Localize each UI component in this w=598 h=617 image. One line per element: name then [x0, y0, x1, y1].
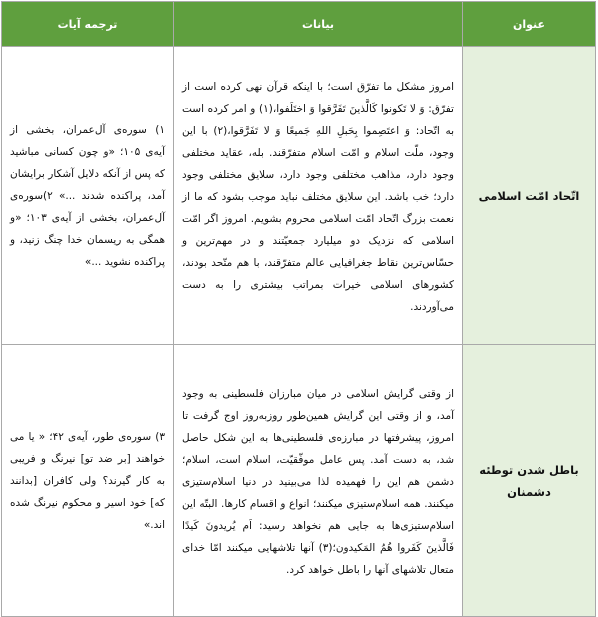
header-translation: ترجمه آیات: [2, 2, 174, 47]
row-translation: [2, 47, 174, 345]
row-explanation-text: امروز مشکل ما تفرّق است؛ با اینکه قرآن نهی کرده است از تفرّق: وَ لا تَکونوا کَالَّذینَ تَفَرَّقوا وَ اختَلَفوا،(۱) و امر کرده است به اتّحاد: وَ اعتَصِموا بِحَبلِ اللهِ جَمیعًا وَ لا تَفَرَّقوا،(۲) با این وجود، ملّت اسلام و امّت اسلام متفرّقند. بله، عقاید مختلفی وجود دارد، مذاهب مختلفی وجود دارد، سلایق مختلفی وجود دارد؛ خب باشد. این سلایق مختلف نباید موجب بشود که ما از نعمت بزرگ اتّحاد امّت اسلامی محروم بشویم. امروز اگر امّت اسلامی که نزدیک دو میلیارد جمعیّتند و در مهم‌ترین و حسّاس‌ترین نقاط جغرافیایی عالم متفرّقند، با هم متّحد بودند، کشورهای اسلامی خیرات بمراتب بیشتری را به دست می‌آوردند.: [182, 80, 455, 313]
content-table: [1, 1, 596, 617]
table-row: [2, 345, 596, 617]
header-row: [2, 2, 596, 47]
row-title: باطل شدن توطئه دشمنان: [463, 345, 596, 617]
row-title: اتّحاد امّت اسلامی: [463, 47, 596, 345]
row-translation-text: ۳) سوره‌ی طور، آیه‌ی ۴۲؛ « یا می خواهند [بر ضد تو] نیرنگ و فریبی به کار گیرند؟ ولی کافران [بدانند که] خود اسیر و محکوم نیرنگ شده اند.»: [10, 430, 165, 531]
row-translation: [2, 345, 174, 617]
row-translation-text: ۱) سوره‌ی آل‌عمران، بخشی از آیه‌ی ۱۰۵؛ «و چون کسانی مباشید که پس از آنکه دلایل آشکار برایشان آمد، پراکنده شدند ...» ۲)سوره‌ی آل‌عمران، بخشی از آیه‌ی ۱۰۳؛ «و همگی به ریسمان خدا چنگ زنید، و پراکنده نشوید ...»: [10, 123, 165, 268]
table-row: [2, 47, 596, 345]
row-explanation: [174, 47, 463, 345]
header-title: عنوان: [463, 2, 596, 47]
row-explanation: [174, 345, 463, 617]
row-explanation-text: از وقتی گرایش اسلامی در میان مبارزان فلسطینی به وجود آمد، و از وقتی این گرایش همین‌طور روزبه‌روز اوج گرفت تا امروز، پیشرفتها در مبارزه‌ی فلسطینی‌ها به این شکل حاصل شد، به دست آمد. پس عامل موفّقیّت، اسلام است، اسلام؛ دشمن هم این را فهمیده لذا می‌بینید در دنیا اسلام‌ستیزی میکنند. همه اسلام‌ستیزی میکنند؛ انواع و اقسام کارها. البتّه این اسلام‌ستیزی‌ها به جایی هم نخواهد رسید: اَم یُریدونَ کَیدًا فَالَّذینَ کَفَروا هُمُ المَکیدون؛(۳) آنها تلاشهایی میکنند امّا خدای متعال تلاشهای آنها را باطل خواهد کرد.: [182, 387, 455, 576]
header-explanations: بیانات: [174, 2, 463, 47]
